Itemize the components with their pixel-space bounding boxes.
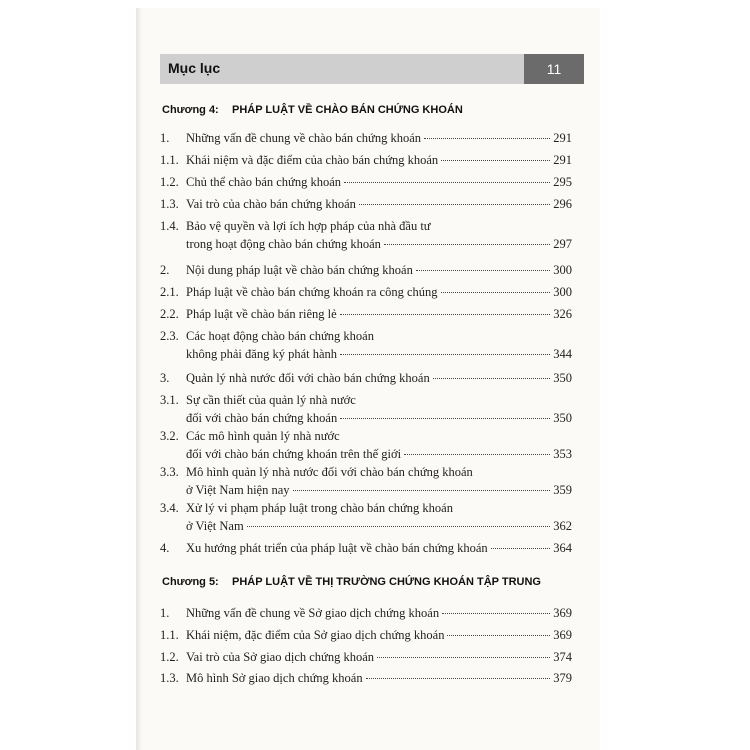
dot-leader bbox=[447, 635, 550, 636]
toc-entry-title: Pháp luật về chào bán chứng khoán ra công chúng bbox=[186, 285, 438, 299]
toc-entry-page: 350 bbox=[553, 411, 572, 425]
toc-entry-number: 3.3. bbox=[160, 465, 179, 479]
toc-entry-page: 379 bbox=[553, 671, 572, 685]
toc-entry-page: 300 bbox=[553, 285, 572, 299]
dot-leader bbox=[344, 182, 550, 183]
toc-entry-title: Những vấn đề chung về chào bán chứng khoán bbox=[186, 131, 422, 145]
dot-leader bbox=[416, 270, 550, 271]
page-header bbox=[160, 54, 584, 84]
toc-entry-title: Chủ thể chào bán chứng khoán bbox=[186, 175, 341, 189]
toc-entry-page: 300 bbox=[553, 263, 572, 277]
dot-leader bbox=[491, 548, 551, 549]
toc-entry-number: 2.1. bbox=[160, 285, 179, 299]
toc-entry-title: Quản lý nhà nước đối với chào bán chứng khoán bbox=[186, 371, 430, 385]
toc-entry-title: ở Việt Nam hiện nay bbox=[186, 483, 290, 497]
toc-entry-number: 1. bbox=[160, 131, 170, 145]
dot-leader bbox=[404, 454, 550, 455]
toc-entry-page: 364 bbox=[553, 541, 572, 555]
toc-entry-title: Khái niệm, đặc điểm của Sở giao dịch chứng khoán bbox=[186, 628, 445, 642]
dot-leader bbox=[441, 292, 551, 293]
toc-entry-number: 1.4. bbox=[160, 219, 179, 233]
chapter-title: PHÁP LUẬT VỀ THỊ TRƯỜNG CHỨNG KHOÁN TẬP TRUNG bbox=[232, 576, 541, 588]
toc-entry-title: Xử lý vi phạm pháp luật trong chào bán chứng khoán bbox=[186, 501, 453, 515]
toc-entry-title: Xu hướng phát triển của pháp luật về chào bán chứng khoán bbox=[186, 541, 488, 555]
chapter-label: Chương 5: bbox=[162, 576, 219, 588]
toc-entry-number: 2. bbox=[160, 263, 170, 277]
dot-leader bbox=[340, 314, 551, 315]
toc-entry-title: Vai trò của Sở giao dịch chứng khoán bbox=[186, 650, 374, 664]
page-gutter-shadow bbox=[136, 8, 142, 750]
dot-leader bbox=[340, 354, 550, 355]
chapter-title: PHÁP LUẬT VỀ CHÀO BÁN CHỨNG KHOÁN bbox=[232, 104, 463, 116]
toc-entry-title: Vai trò của chào bán chứng khoán bbox=[186, 197, 356, 211]
toc-entry-page: 350 bbox=[553, 371, 572, 385]
dot-leader bbox=[247, 526, 551, 527]
toc-entry-page: 369 bbox=[553, 606, 572, 620]
toc-entry-page: 291 bbox=[553, 131, 572, 145]
dot-leader bbox=[442, 613, 550, 614]
dot-leader bbox=[433, 378, 551, 379]
toc-entry-page: 296 bbox=[553, 197, 572, 211]
chapter-heading bbox=[162, 576, 541, 588]
toc-entry-number: 4. bbox=[160, 541, 170, 555]
toc-entry-page: 297 bbox=[553, 237, 572, 251]
toc-entry-title: Mô hình quản lý nhà nước đối với chào bán chứng khoán bbox=[186, 465, 473, 479]
toc-entry-title: Bảo vệ quyền và lợi ích hợp pháp của nhà đầu tư bbox=[186, 219, 431, 233]
toc-entry-page: 359 bbox=[553, 483, 572, 497]
toc-entry-title: Các mô hình quản lý nhà nước bbox=[186, 429, 340, 443]
toc-entry-title: Những vấn đề chung về Sở giao dịch chứng khoán bbox=[186, 606, 440, 620]
toc-entry-number: 1.1. bbox=[160, 153, 179, 167]
toc-entry-title: Sự cần thiết của quản lý nhà nước bbox=[186, 393, 356, 407]
toc-entry-number: 1.2. bbox=[160, 175, 179, 189]
toc-entry-page: 353 bbox=[553, 447, 572, 461]
toc-entry-page: 344 bbox=[553, 347, 572, 361]
toc-entry-number: 1. bbox=[160, 606, 170, 620]
toc-entry-title: Các hoạt động chào bán chứng khoán bbox=[186, 329, 374, 343]
dot-leader bbox=[424, 138, 550, 139]
toc-entry-page: 374 bbox=[553, 650, 572, 664]
header-title: Mục lục bbox=[168, 60, 221, 76]
dot-leader bbox=[441, 160, 550, 161]
toc-entry-page: 295 bbox=[553, 175, 572, 189]
toc-entry-page: 291 bbox=[553, 153, 572, 167]
toc-entry-number: 3. bbox=[160, 371, 170, 385]
dot-leader bbox=[384, 244, 550, 245]
toc-entry-title: Pháp luật về chào bán riêng lẻ bbox=[186, 307, 337, 321]
toc-entry-number: 3.2. bbox=[160, 429, 179, 443]
toc-entry-title: Nội dung pháp luật về chào bán chứng khoán bbox=[186, 263, 413, 277]
toc-entry-title: đối với chào bán chứng khoán bbox=[186, 411, 338, 425]
toc-entry-title: không phải đăng ký phát hành bbox=[186, 347, 338, 361]
dot-leader bbox=[377, 657, 550, 658]
toc-entry-page: 326 bbox=[553, 307, 572, 321]
toc-entry-number: 3.4. bbox=[160, 501, 179, 515]
dot-leader bbox=[293, 490, 551, 491]
toc-entry-page: 362 bbox=[553, 519, 572, 533]
toc-entry-title: Mô hình Sở giao dịch chứng khoán bbox=[186, 671, 363, 685]
toc-entry-title: Khái niệm và đặc điểm của chào bán chứng khoán bbox=[186, 153, 439, 167]
toc-entry-title: ở Việt Nam bbox=[186, 519, 244, 533]
chapter-heading bbox=[162, 104, 463, 116]
toc-entry-page: 369 bbox=[553, 628, 572, 642]
dot-leader bbox=[340, 418, 550, 419]
toc-entry-title: trong hoạt động chào bán chứng khoán bbox=[186, 237, 381, 251]
toc-entry-number: 2.2. bbox=[160, 307, 179, 321]
toc-entry-number: 3.1. bbox=[160, 393, 179, 407]
toc-entry-number: 1.3. bbox=[160, 197, 179, 211]
dot-leader bbox=[359, 204, 550, 205]
header-page-number: 11 bbox=[524, 54, 584, 84]
toc-entry-number: 1.1. bbox=[160, 628, 179, 642]
toc-entry-number: 1.2. bbox=[160, 650, 179, 664]
chapter-label: Chương 4: bbox=[162, 104, 219, 116]
dot-leader bbox=[366, 678, 551, 679]
toc-entry-number: 2.3. bbox=[160, 329, 179, 343]
toc-entry-number: 1.3. bbox=[160, 671, 179, 685]
toc-entry-title: đối với chào bán chứng khoán trên thế giới bbox=[186, 447, 402, 461]
